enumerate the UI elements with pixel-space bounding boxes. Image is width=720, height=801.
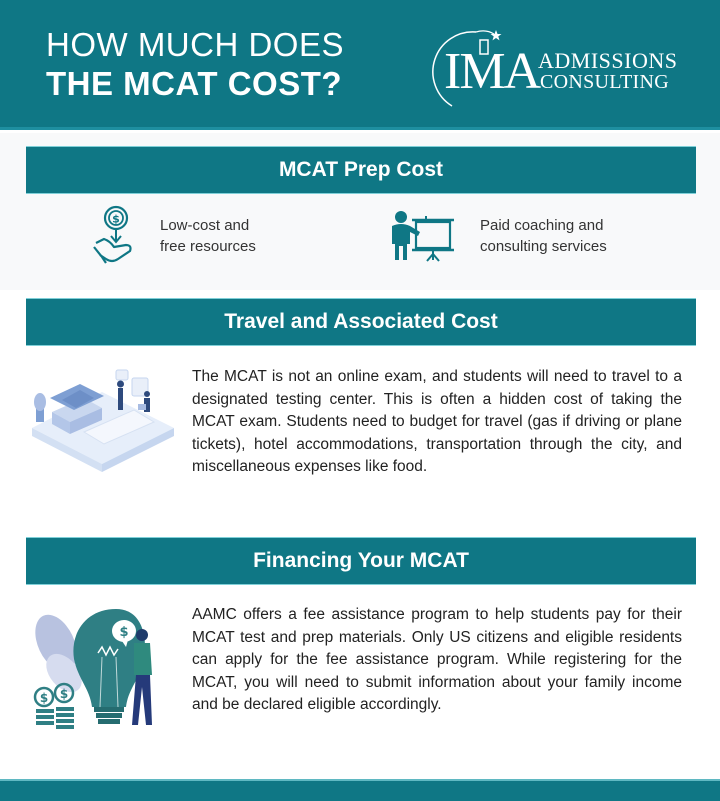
money-hand-icon xyxy=(92,205,140,267)
svg-text:$: $ xyxy=(112,212,120,226)
ima-logo xyxy=(430,28,700,108)
prep-item-paid-coaching-text: Paid coaching and consulting services xyxy=(480,217,607,255)
title-line-1: HOW MUCH DOES xyxy=(46,26,344,63)
header-banner xyxy=(0,0,720,130)
section-header-prep-cost: MCAT Prep Cost xyxy=(26,146,696,193)
travel-cost-paragraph: The MCAT is not an online exam, and students will need to travel to a designated testing center. This is often a hidden cost of taking the MCAT exam. Students need to budget for travel (gas if driving or plane tickets), hotel accommodations, transportation through the city, and miscellaneous expenses like food. xyxy=(192,368,682,475)
prep-item-paid-coaching xyxy=(390,210,607,262)
svg-text:$: $ xyxy=(59,687,69,701)
logo-line-2: CONSULTING xyxy=(540,71,669,93)
svg-text:$: $ xyxy=(119,625,129,640)
logo-line-1: ADMISSIONS xyxy=(538,48,678,73)
lightbulb-money-illustration xyxy=(30,603,170,735)
section-header-travel-cost: Travel and Associated Cost xyxy=(26,298,696,345)
logo-monogram: IMA xyxy=(444,43,540,100)
financing-paragraph: AAMC offers a fee assistance program to help students pay for their MCAT test and prep materials. Only US citizens and eligible residents can apply for the fee assistance program. While registering for the MCAT, you will need to submit information about your family income and be declared eligible accordingly. xyxy=(192,606,682,713)
prep-item-low-cost xyxy=(92,205,256,267)
svg-text:$: $ xyxy=(39,691,49,705)
section-header-financing: Financing Your MCAT xyxy=(26,537,696,584)
study-books-isometric-illustration xyxy=(22,360,182,485)
page-title xyxy=(46,26,344,104)
title-line-2: THE MCAT COST? xyxy=(46,65,343,102)
presenter-board-icon xyxy=(390,210,456,262)
prep-item-low-cost-text: Low-cost and free resources xyxy=(160,217,256,255)
footer-bar xyxy=(0,779,720,801)
